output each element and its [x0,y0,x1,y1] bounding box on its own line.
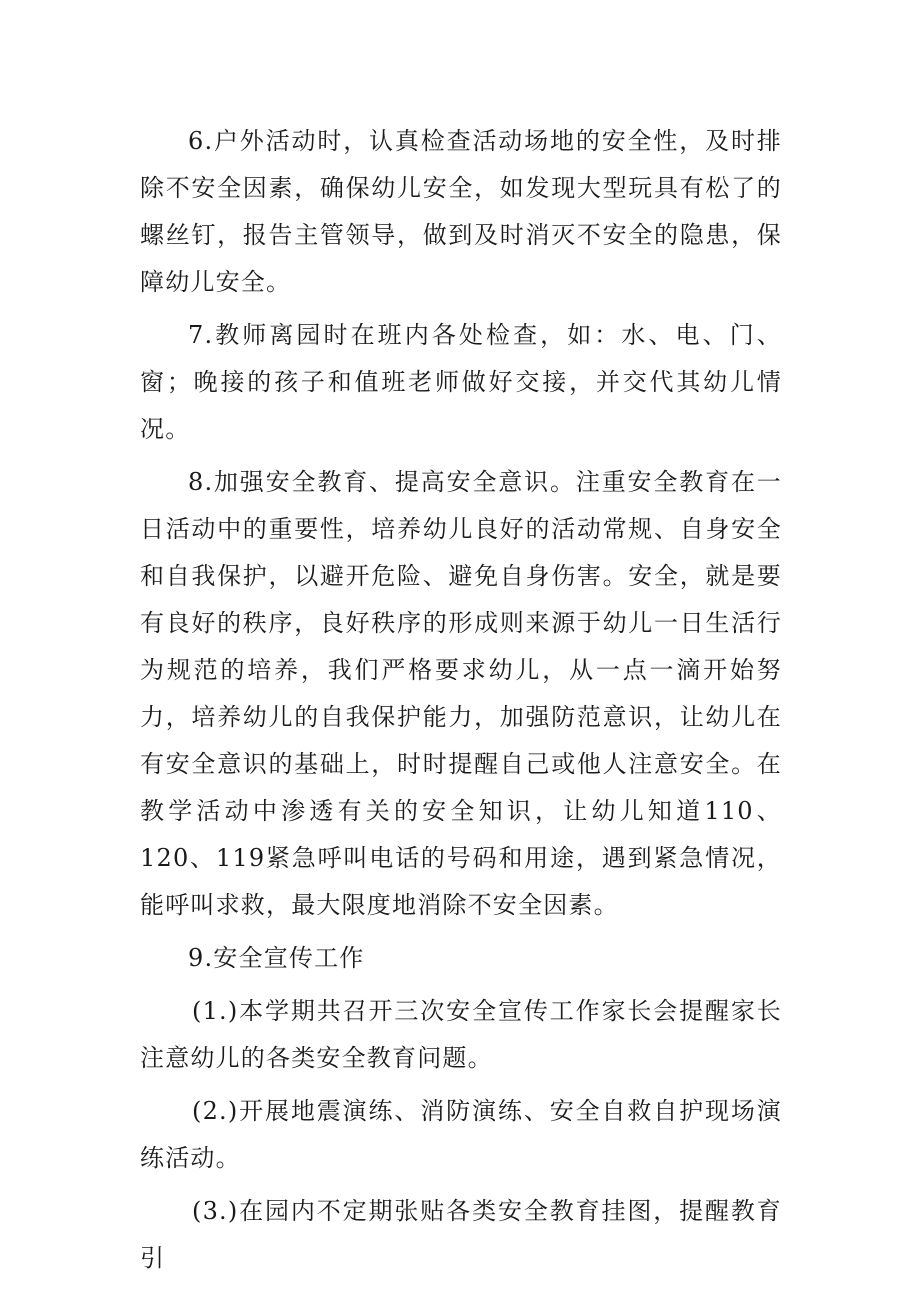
paragraph-9-item-3: (3.)在园内不定期张贴各类安全教育挂图，提醒教育引 [140,1197,782,1272]
paragraph-7: 7.教师离园时在班内各处检查，如：水、电、门、窗；晚接的孩子和值班老师做好交接，并交代其幼儿情况。 [140,321,782,443]
paragraph-8: 8.加强安全教育、提高安全意识。注重安全教育在一日活动中的重要性，培养幼儿良好的活动常规、自身安全和自我保护，以避开危险、避免自身伤害。安全，就是要有良好的秩序，良好秩序的形成则来源于幼儿一日生活行为规范的培养，我们严格要求幼儿，从一点一滴开始努力，培养幼儿的自我保护能力，加强防范意识，让幼儿在有安全意识的基础上，时时提醒自己或他人注意安全。在教学活动中渗透有关的安全知识，让幼儿知道110、120、119紧急呼叫电话的号码和用途，遇到紧急情况，能呼叫求救，最大限度地消除不安全因素。 [140,468,782,919]
document-body [140,118,782,1288]
paragraph-6: 6.户外活动时，认真检查活动场地的安全性，及时排除不安全因素，确保幼儿安全，如发现大型玩具有松了的螺丝钉，报告主管领导，做到及时消灭不安全的隐患，保障幼儿安全。 [140,127,782,296]
paragraph-9-heading: 9.安全宣传工作 [188,944,365,972]
paragraph-9-item-1: (1.)本学期共召开三次安全宣传工作家长会提醒家长注意幼儿的各类安全教育问题。 [140,997,782,1072]
paragraph-9-item-2: (2.)开展地震演练、消防演练、安全自救自护现场演练活动。 [140,1097,782,1172]
